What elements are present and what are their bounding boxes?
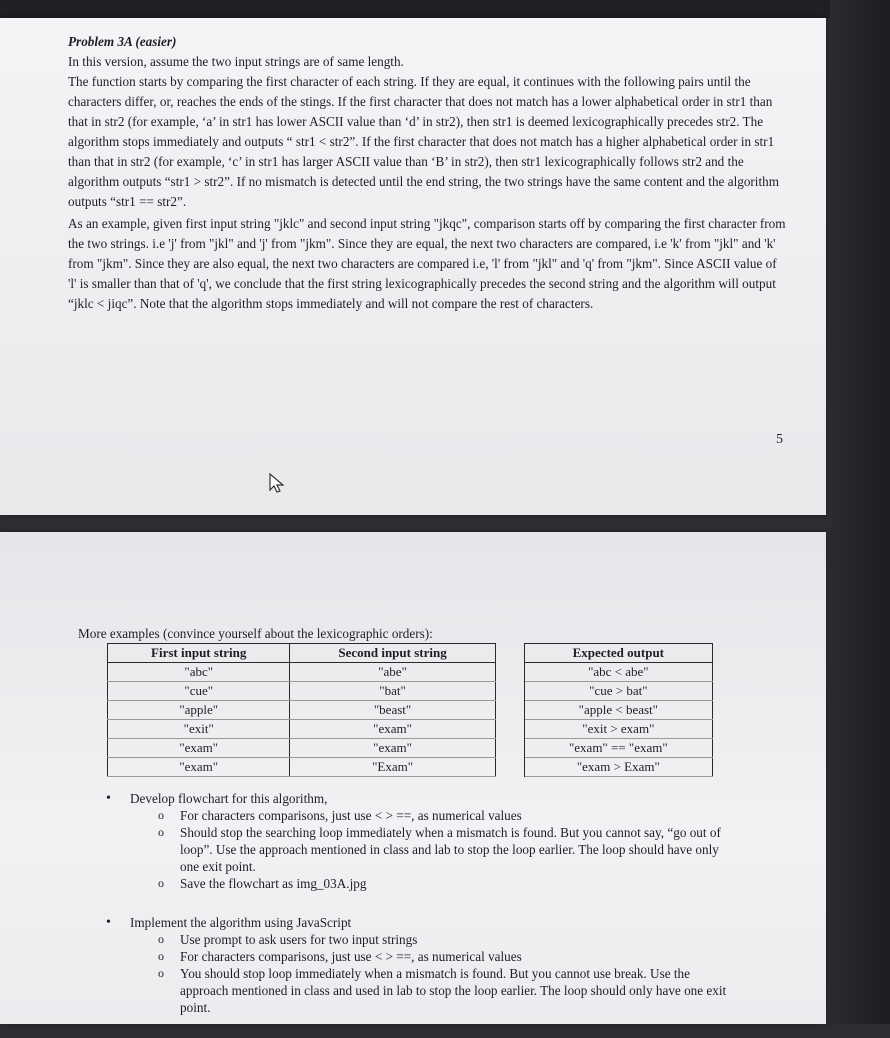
table-cell: "cue > bat" — [524, 682, 712, 701]
table-row — [108, 682, 713, 701]
table-row — [108, 701, 713, 720]
table-cell: "exam" — [290, 739, 495, 758]
table-cell: "exam" — [108, 739, 290, 758]
table-cell: "apple" — [108, 701, 290, 720]
list-item — [100, 790, 740, 892]
examples-table — [107, 643, 713, 777]
table-cell: "exam" — [290, 720, 495, 739]
circle-bullet-icon: o — [158, 949, 164, 963]
sub-list-item: o Should stop the searching loop immediately when a mismatch is found. But you cannot say, “go out of loop”. Use the approach mentioned in class and lab to stop the loop earlier. The loop should have only one exit point. — [158, 825, 721, 874]
right-bezel — [830, 0, 890, 1024]
circle-bullet-icon: o — [158, 825, 164, 839]
table-cell: "cue" — [108, 682, 290, 701]
bullet-text: Develop flowchart for this algorithm, — [130, 791, 328, 806]
document-page-5 — [0, 18, 826, 515]
table-cell: "exam > Exam" — [524, 758, 712, 777]
table-cell: "Exam" — [290, 758, 495, 777]
table-cell: "exit > exam" — [524, 720, 712, 739]
table-cell: "abc" — [108, 663, 290, 682]
problem-title: Problem 3A (easier) — [68, 34, 177, 49]
table-cell: "exam" == "exam" — [524, 739, 712, 758]
sub-list-item: o You should stop loop immediately when a mismatch is found. But you cannot use break. Use the approach mentioned in class and used in lab to stop the loop earlier. The loop should only have one exit point. — [158, 966, 727, 1015]
table-cell: "abe" — [290, 663, 495, 682]
page-number: 5 — [776, 432, 783, 447]
paragraph-intro: In this version, assume the two input strings are of same length. — [68, 54, 404, 69]
table-header: Expected output — [524, 644, 712, 663]
table-cell: "exam" — [108, 758, 290, 777]
table-row — [108, 663, 713, 682]
table-cell: "apple < beast" — [524, 701, 712, 720]
sub-list-item: o For characters comparisons, just use < > ==, as numerical values — [158, 949, 522, 964]
table-row — [108, 739, 713, 758]
table-row — [108, 720, 713, 739]
table-header-row — [108, 644, 713, 663]
mouse-cursor-icon — [268, 472, 286, 499]
circle-bullet-icon: o — [158, 876, 164, 890]
top-bezel — [0, 0, 890, 18]
bullet-text: Implement the algorithm using JavaScript — [130, 915, 352, 930]
table-header: First input string — [108, 644, 290, 663]
sub-list-item: o Save the flowchart as img_03A.jpg — [158, 876, 367, 891]
task-list — [100, 790, 740, 1038]
table-row — [108, 758, 713, 777]
paragraph-example: As an example, given first input string "jklc" and second input string "jkqc", comparison starts off by comparing the first character from the two strings. i.e 'j' from "jkl" and 'j' from "jkm". Since they are equal, the next two characters are compared, i.e 'k' from "jkl" and 'k' from "jkm". Since they are also equal, the next two characters are compared i.e, 'l' from "jkl" and 'q' from "jkm". Since ASCII value of 'l' is smaller than that of 'q', we conclude that the first string lexicographically precedes the second string and the algorithm will output “jklc < jiqc”. Note that the algorithm stops immediately and will not compare the rest of characters. — [68, 216, 786, 311]
circle-bullet-icon: o — [158, 966, 164, 980]
table-cell: "beast" — [290, 701, 495, 720]
circle-bullet-icon: o — [158, 808, 164, 822]
table-cell: "exit" — [108, 720, 290, 739]
list-item — [100, 914, 740, 1016]
bullet-icon: • — [106, 791, 111, 806]
table-cell: "bat" — [290, 682, 495, 701]
table-cell: "abc < abe" — [524, 663, 712, 682]
examples-caption: More examples (convince yourself about the lexicographic orders): — [78, 626, 433, 641]
bullet-icon: • — [106, 915, 111, 930]
document-page-6 — [0, 532, 826, 1024]
sub-list-item: o For characters comparisons, just use < > ==, as numerical values — [158, 808, 522, 823]
paragraph-algorithm: The function starts by comparing the first character of each string. If they are equal, it continues with the following pairs until the characters differ, or, reaches the ends of the stings. If the first character that does not match has a lower alphabetical order in str1 than that in str2 (for example, ‘a’ in str1 has lower ASCII value than ‘d’ in str2), then str1 is deemed lexicographically precedes str2. The algorithm stops immediately and outputs “ str1 < str2”. If the first character that does not match has a higher alphabetical order in str1 than that in str2 (for example, ‘c’ in str1 has larger ASCII value than ‘B’ in str2), then str1 lexicographically follows str2 and the algorithm outputs “str1 > str2”. If no mismatch is detected until the end string, the two strings have the same content and the algorithm outputs “str1 == str2”. — [68, 74, 779, 209]
table-header: Second input string — [290, 644, 495, 663]
circle-bullet-icon: o — [158, 932, 164, 946]
page-text — [68, 32, 788, 314]
sub-list-item: o Use prompt to ask users for two input strings — [158, 932, 418, 947]
